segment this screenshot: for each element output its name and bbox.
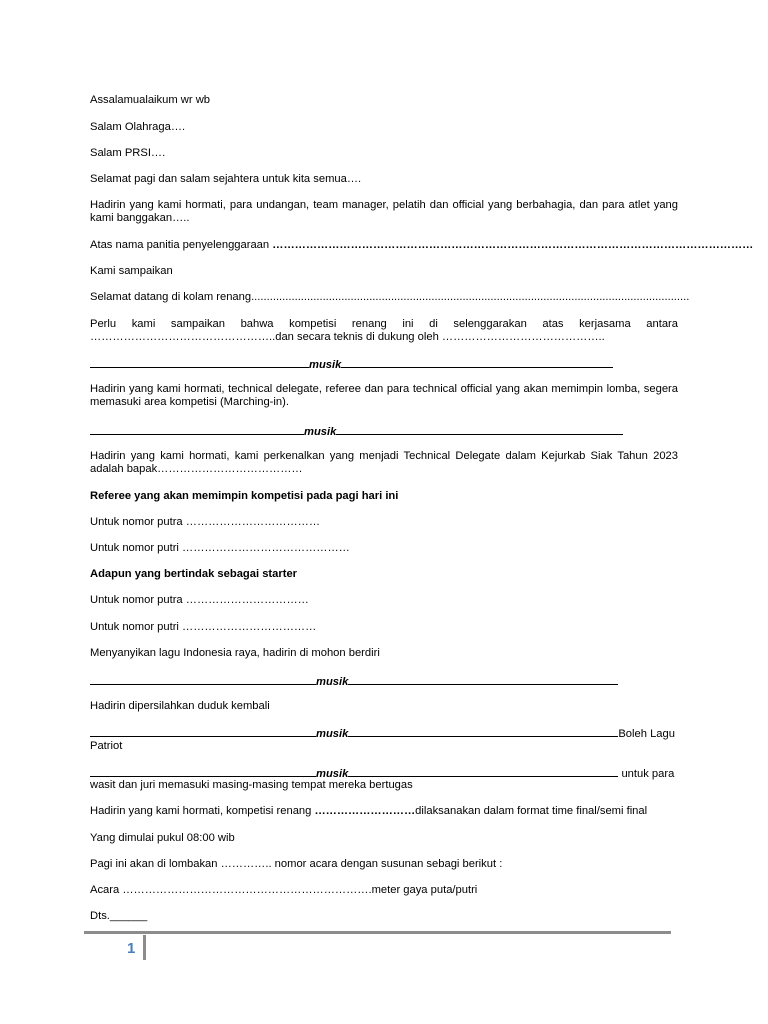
panitia-dots: ………………………………………………………………………………………………………………… <box>272 239 754 251</box>
musik-label: musik <box>309 359 342 371</box>
starter-putri-line: Untuk nomor putri ……………………………… <box>90 621 317 633</box>
starter-heading: Adapun yang bertindak sebagai starter <box>90 568 298 580</box>
technical-delegate-paragraph: Hadirin yang kami hormati, kami perkenalkan yang menjadi Technical Delegate dalam Kejurkab Siak Tahun 2023 adalah bapak………………………………… <box>90 450 678 475</box>
selamat-datang-line: Selamat datang di kolam renang............................................................................................................................................. <box>90 291 690 303</box>
wasit-juri-line: wasit dan juri memasuki masing-masing tempat mereka bertugas <box>90 779 413 791</box>
footer-divider <box>143 935 146 960</box>
starter-putra-line: Untuk nomor putra …………………………… <box>90 594 309 606</box>
blank-underline <box>348 674 618 685</box>
salam-olahraga-line: Salam Olahraga…. <box>90 121 186 133</box>
blank-underline <box>90 424 304 435</box>
musik-line-2 <box>90 424 678 439</box>
selamat-pagi-line: Selamat pagi dan salam sejahtera untuk kita semua…. <box>90 173 362 185</box>
duduk-kembali-line: Hadirin dipersilahkan duduk kembali <box>90 700 270 712</box>
dts-line: Dts.______ <box>90 910 148 922</box>
blank-underline <box>90 674 316 685</box>
page-number: 1 <box>127 940 136 957</box>
panitia-text: Atas nama panitia penyelenggaraan <box>90 239 273 251</box>
nomor-acara-line: Pagi ini akan di lombakan ………….. nomor acara dengan susunan sebagi berikut : <box>90 858 503 870</box>
referee-heading: Referee yang akan memimpin kompetisi pada pagi hari ini <box>90 490 399 502</box>
format-dots: ……………………… <box>314 805 416 817</box>
musik-label: musik <box>304 426 337 438</box>
blank-underline <box>90 766 316 777</box>
format-text-a: Hadirin yang kami hormati, kompetisi renang <box>90 805 315 817</box>
musik-line-1 <box>90 357 678 372</box>
blank-underline <box>341 357 613 368</box>
musik-label: musik <box>316 676 349 688</box>
musik-line-3 <box>90 674 678 689</box>
blank-underline <box>336 424 623 435</box>
referee-putra-line: Untuk nomor putra ……………………………… <box>90 516 321 528</box>
acara-line: Acara ………………………………………………………….meter gaya puta/putri <box>90 884 478 896</box>
blank-underline <box>90 357 309 368</box>
panitia-line <box>90 239 754 252</box>
footer-rule <box>84 931 671 934</box>
indonesia-raya-line: Menyanyikan lagu Indonesia raya, hadirin di mohon berdiri <box>90 647 380 659</box>
musik-label: musik <box>316 768 349 780</box>
kerjasama-paragraph: Perlu kami sampaikan bahwa kompetisi renang ini di selenggarakan atas kerjasama antara …………………………………………..dan secara teknis di dukung oleh …………………………………….. <box>90 318 678 343</box>
greeting-line: Assalamualaikum wr wb <box>90 94 210 106</box>
patriot-line: Patriot <box>90 740 123 752</box>
blank-underline <box>348 766 618 777</box>
salam-prsi-line: Salam PRSI…. <box>90 147 166 159</box>
boleh-lagu-text: Boleh Lagu <box>618 728 675 740</box>
waktu-mulai-line: Yang dimulai pukul 08:00 wib <box>90 832 235 844</box>
blank-underline <box>348 726 618 737</box>
kami-sampaikan-line: Kami sampaikan <box>90 265 173 277</box>
format-text-b: dilaksanakan dalam format time final/semi final <box>415 805 648 817</box>
format-line <box>90 805 678 818</box>
untuk-para-text: untuk para <box>618 768 675 780</box>
blank-underline <box>90 726 316 737</box>
musik-label: musik <box>316 728 349 740</box>
marching-in-paragraph: Hadirin yang kami hormati, technical delegate, referee dan para technical official yang akan memimpin lomba, segera memasuki area kompetisi (Marching-in). <box>90 383 678 408</box>
referee-putri-line: Untuk nomor putri ……………………………………… <box>90 542 350 554</box>
hadirin-paragraph: Hadirin yang kami hormati, para undangan, team manager, pelatih dan official yang berbahagia, dan para atlet yang kami banggakan….. <box>90 199 678 224</box>
musik-line-4 <box>90 726 678 741</box>
